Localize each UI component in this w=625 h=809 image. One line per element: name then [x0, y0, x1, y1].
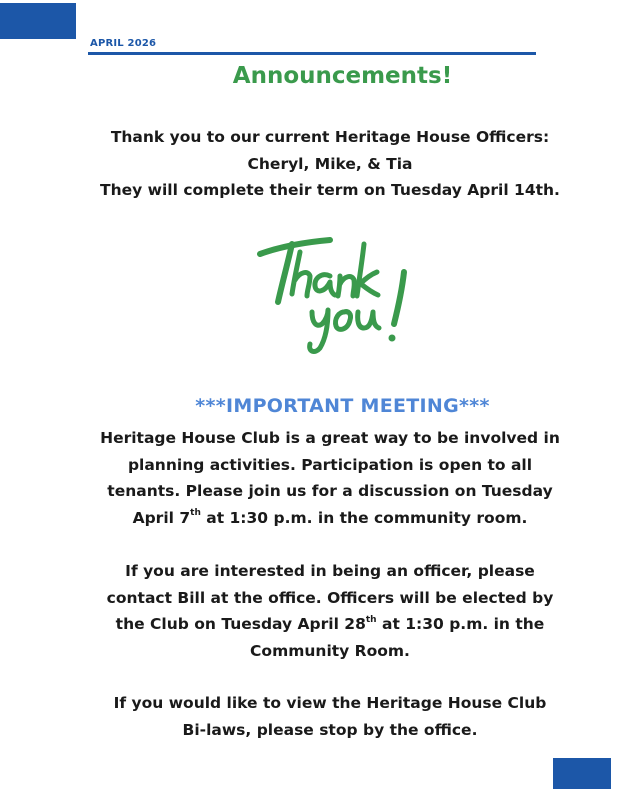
meeting-time-place: at 1:30 p.m. in the community room.: [200, 508, 528, 527]
officers-line-3: They will complete their term on Tuesday April 14th.: [100, 181, 560, 199]
meeting-block: [50, 425, 610, 531]
bylaws-line-1: If you would like to view the Heritage House Club: [113, 694, 547, 712]
officer-call-line-1: If you are interested in being an officer, please: [125, 562, 535, 580]
officer-call-line-3: [50, 611, 610, 638]
election-date-suffix: th: [365, 614, 377, 625]
officer-call-block: [50, 558, 610, 664]
officer-call-line-4: Community Room.: [250, 641, 410, 660]
page-title: Announcements!: [232, 63, 453, 89]
meeting-date-suffix: th: [190, 508, 201, 519]
bylaws-line-2: Bi-laws, please stop by the office.: [182, 720, 478, 739]
meeting-title: ***IMPORTANT MEETING***: [195, 395, 490, 417]
bottom-corner-block: [553, 758, 611, 789]
meeting-line-3: tenants. Please join us for a discussion on Tuesday: [107, 482, 553, 500]
election-date: the Club on Tuesday April 28: [115, 615, 366, 633]
officer-call-line-2: contact Bill at the office. Officers will be elected by: [106, 588, 554, 607]
date-rule: [88, 52, 536, 55]
meeting-line-2: planning activities. Participation is open to all: [127, 455, 533, 474]
officers-line-2: Cheryl, Mike, & Tia: [247, 154, 413, 173]
meeting-date: April 7: [132, 508, 191, 527]
meeting-line-1: Heritage House Club is a great way to be involved in: [100, 429, 560, 447]
officers-thanks-block: [50, 124, 610, 204]
thank-you-graphic: [252, 232, 422, 357]
date-label: APRIL 2026: [90, 38, 157, 49]
election-time: at 1:30 p.m. in the: [376, 615, 545, 633]
top-corner-block: [0, 3, 76, 39]
meeting-line-4: [50, 505, 610, 532]
bylaws-block: [50, 690, 610, 743]
officers-line-1: Thank you to our current Heritage House Officers:: [110, 128, 550, 146]
